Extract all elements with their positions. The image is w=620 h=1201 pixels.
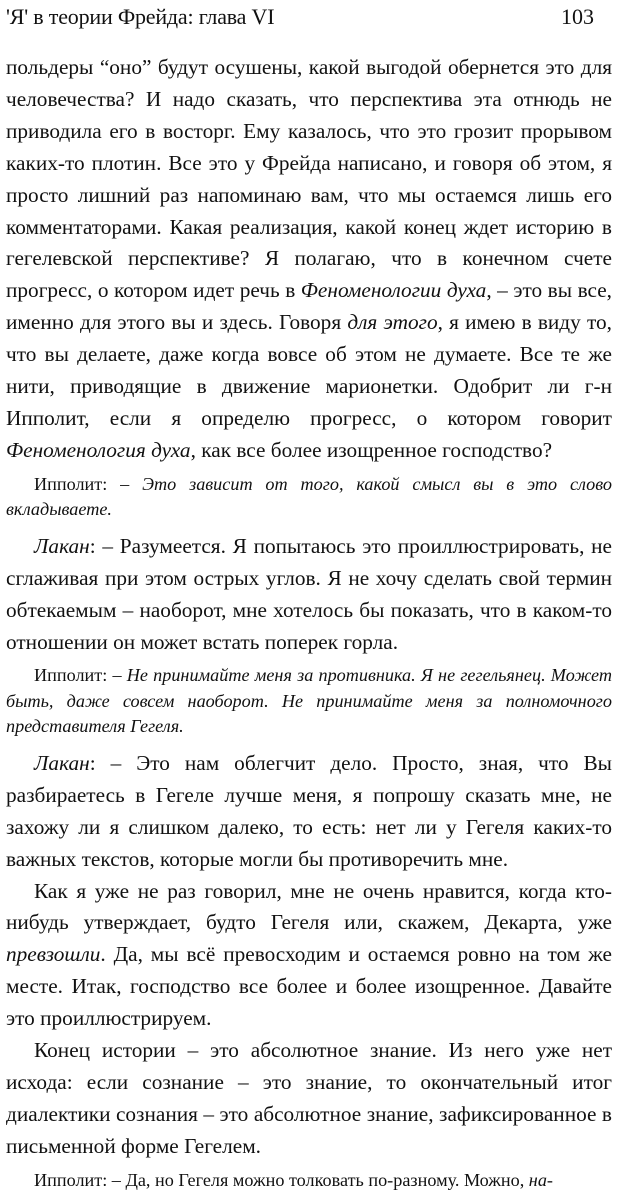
speaker-name: Ипполит: – xyxy=(34,473,143,494)
page-body xyxy=(6,52,612,1201)
speaker-name: Ипполит: – xyxy=(34,1169,126,1190)
lacan-reply-2 xyxy=(6,748,612,876)
running-title: 'Я' в теории Фрейда: глава VI xyxy=(6,4,275,29)
paragraph-1-text: , я имею в виду то, что вы делаете, даже когда вовсе об этом не думаете. Все те же нити, приводящие в движение марионетки. Одобрит ли г-н Ипполит, если я определю прогресс, о котором говорит xyxy=(6,310,612,430)
paragraph-1-text: , – это вы все, именно для этого вы и здесь. Говоря xyxy=(6,278,612,335)
page-number: 103 xyxy=(561,4,594,29)
hyppolite-remark-1 xyxy=(6,472,612,523)
speaker-name: Ипполит: – xyxy=(34,665,127,686)
paragraph-3-text: . Да, мы всё превосходим и остаемся ровно на том же месте. Итак, господство все более и более изощренное. Давайте это проиллюстрируем. xyxy=(6,942,612,1031)
reply-text: : – Разумеется. Я попытаюсь это проиллюстрировать, не сглаживая при этом острых углов. Я не хочу сделать свой термин обтекаемым – наоборот, мне хотелось бы показать, что в каком-то отношении он может встать поперек горла. xyxy=(6,533,612,654)
hyppolite-remark-2 xyxy=(6,663,612,740)
emphasis-italic: для этого xyxy=(347,310,438,335)
remark-text: Не принимайте меня за противника. Я не гегельянец. Может быть, даже совсем наоборот. Не принимайте меня за полномочного представителя Гегеля. xyxy=(6,665,612,737)
reply-text: : – Это нам облегчит дело. Просто, зная, что Вы разбираетесь в Гегеле лучше меня, я попрошу сказать мне, не захожу ли я слишком далеко, то есть: нет ли у Гегеля каких-то важных текстов, которые могли бы противоречить мне. xyxy=(6,750,612,871)
speaker-name: Лакан xyxy=(34,750,90,775)
remark-continuation: на- xyxy=(528,1169,553,1190)
paragraph-1-text: , как все более изощренное господство? xyxy=(190,437,553,462)
book-title-italic: Феноменологии духа xyxy=(300,278,487,303)
lacan-reply-1 xyxy=(6,531,612,659)
speaker-name: Лакан xyxy=(34,533,90,558)
hyppolite-remark-3 xyxy=(6,1168,612,1194)
paragraph-4-text: Конец истории – это абсолютное знание. Из него уже нет исхода: если сознание – это знание, то окончательный итог диалектики сознания – это абсолютное знание, зафиксированное в письменной форме Гегелем. xyxy=(6,1038,612,1158)
paragraph-1-text: польдеры “оно” будут осушены, какой выгодой обернется это для человечества? И надо сказать, что перспектива эта отнюдь не приводила его в восторг. Ему казалось, что это грозит прорывом каких-то плотин. Все это у Фрейда написано, и говоря об этом, я просто лишний раз напоминаю вам, что мы остаемся лишь его комментаторами. Какая реализация, какой конец ждет историю в гегелевской перспективе? Я полагаю, что в конечном счете прогресс, о котором идет речь в xyxy=(6,55,612,303)
remark-text: Да, но Гегеля можно толковать по-разному. Можно, xyxy=(125,1169,529,1190)
page-header xyxy=(0,0,620,40)
book-title-italic: Феноменология духа xyxy=(6,437,191,462)
paragraph-3-text: Как я уже не раз говорил, мне не очень нравится, когда кто-нибудь утверждает, будто Гегеля или, скажем, Декарта, уже xyxy=(6,878,612,935)
emphasis-italic: превзошли xyxy=(6,942,101,967)
paragraph-1 xyxy=(6,52,612,467)
remark-text: Это зависит от того, какой смысл вы в это слово вкладываете. xyxy=(6,473,613,520)
paragraph-4 xyxy=(6,1035,612,1163)
paragraph-3 xyxy=(6,876,612,1036)
